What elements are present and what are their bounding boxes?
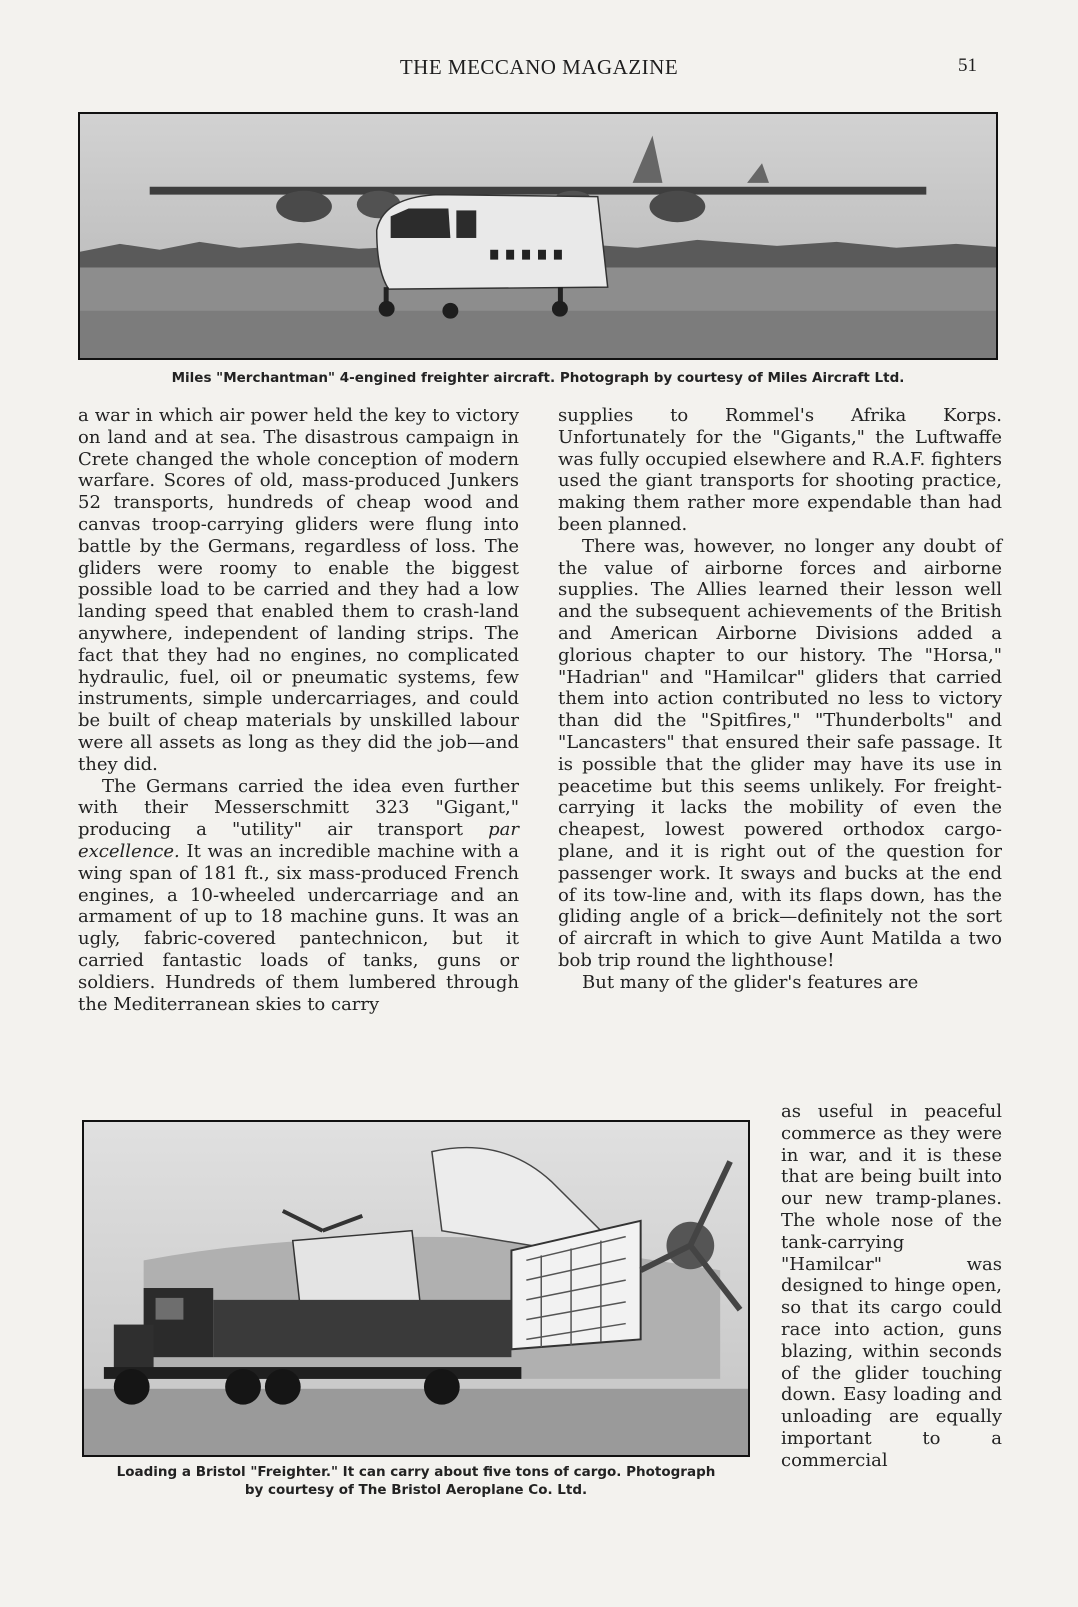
left-paragraph-1: a war in which air power held the key to victory on land and at sea. The disastrous campaign in Crete changed the whole conception of modern warfare. Scores of old, mass-produced Junkers 52 transports, hundreds of cheap wood and canvas troop-carrying gliders were flung into battle by the Germans, regardless of loss. The gliders were roomy to enable the biggest possible load to be carried and they had a low landing speed that enabled them to crash-land anywhere, independent of landing strips. The fact that they had no engines, no complicated hydraulic, fuel, oil or pneumatic systems, few instruments, simple undercarriages, and could be built of cheap materials by unskilled labour were all assets as long as they did the job—and they did. (78, 405, 519, 775)
italic-phrase: par excellence. (78, 819, 519, 862)
left-paragraph-2 (78, 776, 519, 1016)
right-paragraph-1: supplies to Rommel's Afrika Korps. Unfortunately for the "Gigants," the Luftwaffe was fully occupied elsewhere and R.A.F. fighters used the giant transports for shooting practice, making them rather more expendable than had been planned. (558, 405, 1002, 535)
caption-line-1: Loading a Bristol "Freighter." It can carry about five tons of cargo. Photograph (116, 1464, 716, 1480)
magazine-title: THE MECCANO MAGAZINE (399, 55, 679, 79)
right-paragraph-3-start: But many of the glider's features are (582, 971, 919, 993)
left-column (78, 405, 519, 1015)
right-column (558, 405, 1002, 994)
bristol-freighter-illustration (84, 1122, 748, 1455)
page-number: 51 (958, 55, 977, 76)
bristol-freighter-photo (82, 1120, 750, 1457)
caption-line-2: by courtesy of The Bristol Aeroplane Co. Ltd. (244, 1482, 588, 1498)
left-paragraph-2-end: It was an incredible machine with a wing span of 181 ft., six mass-produced French engines, a 10-wheeled undercarriage and an armament of up to 18 machine guns. It was an ugly, fabric-covered pantechnicon, but it carried fantastic loads of tanks, guns or soldiers. Hundreds of them lumbered through the Mediterranean skies to carry (78, 840, 519, 1015)
right-paragraph-2: There was, however, no longer any doubt of the value of airborne forces and airborne supplies. The Allies learned their lesson well and the subsequent achievements of the British and American Airborne Divisions added a glorious chapter to our history. The "Horsa," "Hadrian" and "Hamilcar" gliders that carried them into action contributed no less to victory than did the "Spitfires," "Thunderbolts" and "Lancasters" that ensured their safe passage. It is possible that the glider may have its use in peacetime but this seems unlikely. For freight-carrying it lacks the mobility of even the cheapest, lowest powered orthodox cargo-plane, and it is right out of the question for passenger work. It sways and bucks at the end of its tow-line and, with its flaps down, has the gliding angle of a brick—definitely not the sort of aircraft in which to give Aunt Matilda a two bob trip round the lighthouse! (558, 535, 1002, 971)
merchantman-illustration (80, 114, 996, 358)
bristol-freighter-caption (82, 1463, 750, 1499)
merchantman-photo (78, 112, 998, 360)
merchantman-caption: Miles "Merchantman" 4-engined freighter aircraft. Photograph by courtesy of Miles Aircraft Ltd. (171, 370, 905, 386)
right-column-narrow (781, 1101, 1002, 1472)
left-paragraph-2-start: The Germans carried the idea even further with their Messerschmitt 323 "Gigant," producing a "utility" air transport (78, 775, 519, 841)
right-paragraph-3-continued: as useful in peaceful commerce as they were in war, and it is these that are being built into our new tramp-planes. The whole nose of the tank-carrying "Hamilcar" was designed to hinge open, so that its cargo could race into action, guns blazing, within seconds of the glider touching down. Easy loading and unloading are equally important to a commercial (781, 1101, 1002, 1471)
